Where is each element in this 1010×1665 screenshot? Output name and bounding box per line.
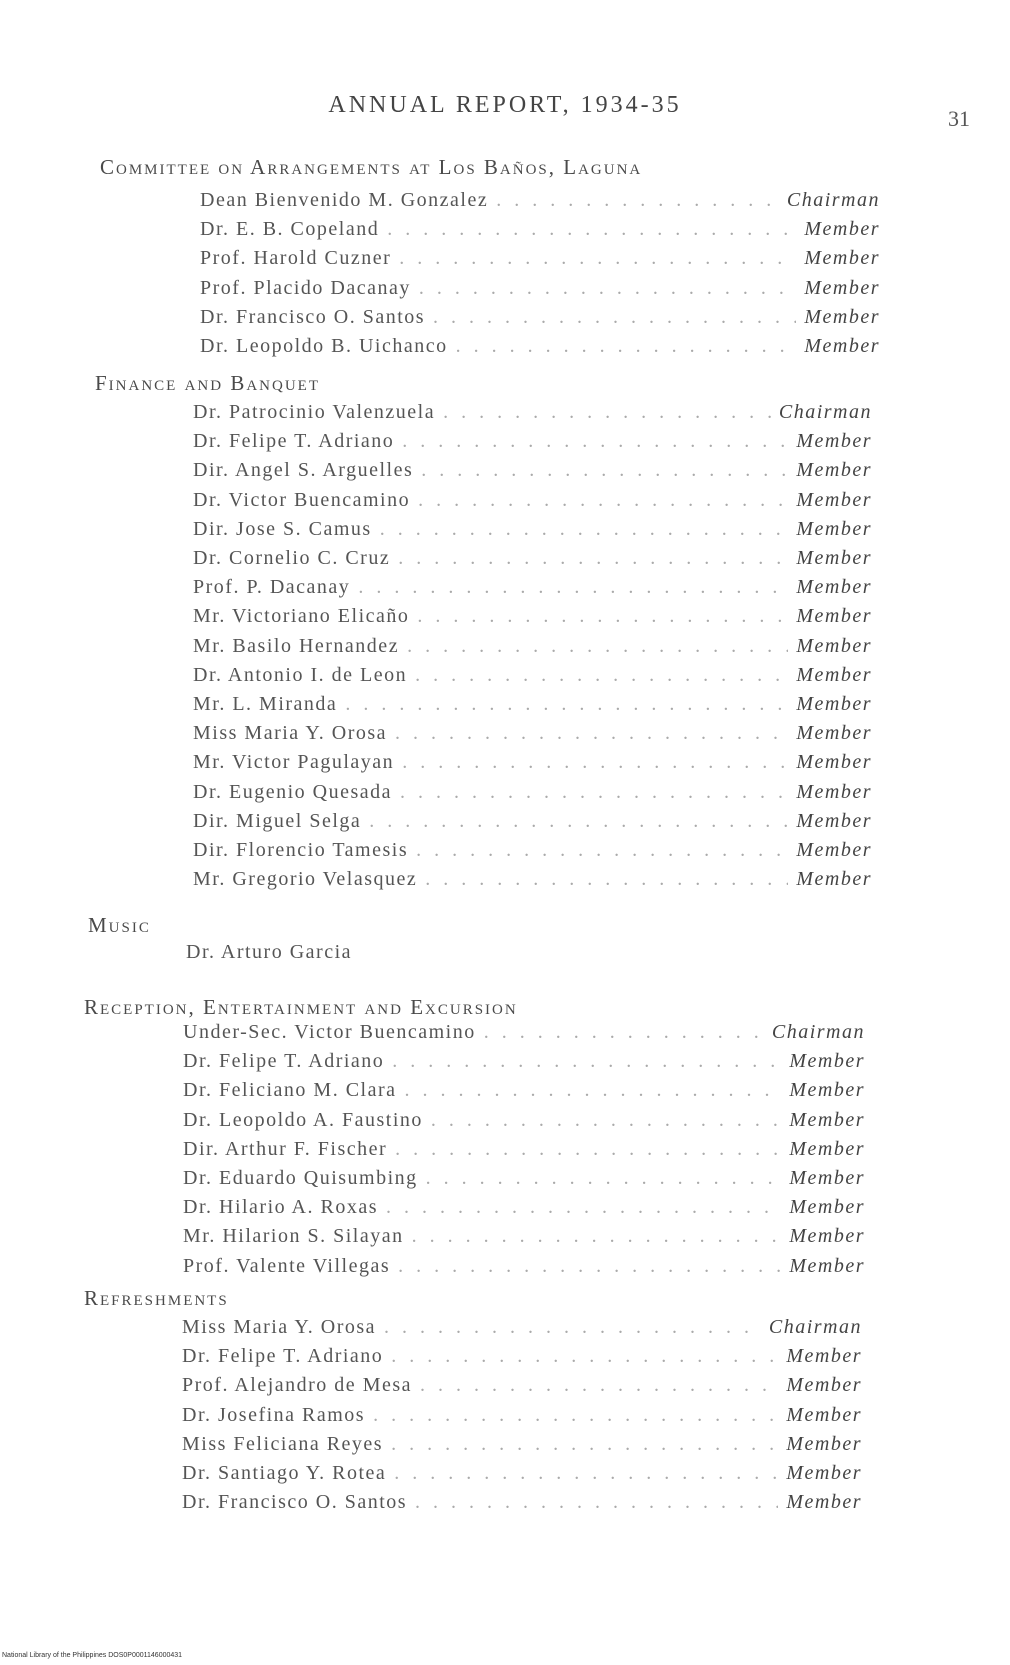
member-name: Prof. P. Dacanay — [193, 576, 351, 599]
member-role: Chairman — [786, 189, 880, 211]
scan-footer: National Library of the Philippines DOS0P0001146000431 — [2, 1652, 183, 1659]
committee-member-row — [183, 1050, 865, 1078]
dot-leader — [384, 1316, 761, 1339]
member-name: Miss Feliciana Reyes — [182, 1432, 384, 1455]
member-role: Member — [786, 1432, 862, 1455]
dot-leader — [456, 335, 797, 358]
member-role: Member — [804, 335, 880, 357]
member-role: Member — [789, 1050, 865, 1073]
dot-leader — [392, 1050, 781, 1073]
dot-leader — [420, 1374, 778, 1397]
dot-leader — [395, 1138, 781, 1161]
committee-member-row — [193, 751, 872, 779]
committee-member-row — [183, 1167, 865, 1195]
dot-leader — [412, 1225, 782, 1248]
dot-leader — [387, 218, 796, 241]
dot-leader — [417, 605, 788, 628]
committee-member-row — [186, 941, 352, 969]
member-role: Member — [796, 605, 872, 628]
dot-leader — [399, 247, 796, 270]
dot-leader — [380, 518, 789, 541]
committee-member-row — [200, 335, 880, 363]
member-name: Mr. Basilo Hernandez — [193, 634, 400, 657]
member-name: Prof. Valente Villegas — [183, 1254, 391, 1277]
member-name: Dr. Feliciano M. Clara — [183, 1079, 397, 1102]
member-name: Dr. Leopoldo A. Faustino — [183, 1108, 423, 1131]
committee-member-row — [193, 489, 872, 517]
member-name: Under-Sec. Victor Buencamino — [183, 1021, 476, 1043]
member-role: Chairman — [768, 1316, 862, 1338]
dot-leader — [418, 489, 788, 512]
committee-member-row — [183, 1021, 865, 1049]
committee-member-row — [182, 1462, 862, 1490]
section-title: Refreshments — [84, 1286, 229, 1310]
dot-leader — [484, 1021, 764, 1044]
member-name: Dir. Florencio Tamesis — [193, 839, 409, 861]
committee-member-row — [182, 1433, 862, 1461]
dot-leader — [496, 189, 779, 212]
member-name: Dr. Antonio I. de Leon — [193, 663, 408, 686]
member-role: Member — [796, 634, 872, 657]
dot-leader — [415, 664, 788, 687]
dot-leader — [391, 1345, 778, 1368]
committee-member-row — [193, 430, 872, 458]
section-title: Reception, Entertainment and Excursion — [84, 995, 518, 1019]
dot-leader — [400, 781, 788, 804]
running-head: ANNUAL REPORT, 1934-35 — [328, 92, 682, 118]
committee-member-row — [182, 1316, 862, 1344]
dot-leader — [426, 1167, 782, 1190]
member-name: Dr. Francisco O. Santos — [200, 305, 426, 328]
committee-member-row — [183, 1225, 865, 1253]
committee-member-row — [193, 693, 872, 721]
committee-member-row — [193, 635, 872, 663]
committee-member-row — [193, 401, 872, 429]
committee-member-row — [182, 1404, 862, 1432]
member-name: Dr. Josefina Ramos — [182, 1403, 366, 1426]
dot-leader — [345, 693, 788, 716]
member-role: Member — [789, 1108, 865, 1131]
dot-leader — [433, 306, 796, 329]
member-name: Dr. E. B. Copeland — [200, 218, 380, 241]
section-title: Finance and Banquet — [95, 371, 320, 395]
member-name: Dr. Santiago Y. Rotea — [182, 1462, 387, 1484]
member-name: Dean Bienvenido M. Gonzalez — [200, 189, 489, 211]
member-role: Member — [796, 430, 872, 453]
member-role: Member — [796, 839, 872, 861]
member-role: Member — [796, 459, 872, 482]
member-name: Dr. Hilario A. Roxas — [183, 1196, 378, 1219]
dot-leader — [386, 1196, 781, 1219]
member-name: Dr. Leopoldo B. Uichanco — [200, 335, 448, 357]
committee-member-row — [182, 1374, 862, 1402]
member-role: Chairman — [771, 1021, 865, 1043]
committee-member-row — [193, 839, 872, 867]
member-role: Member — [804, 247, 880, 270]
committee-member-row — [200, 189, 880, 217]
dot-leader — [416, 839, 788, 862]
member-role: Member — [796, 517, 872, 540]
dot-leader — [425, 868, 788, 891]
member-role: Member — [796, 663, 872, 686]
dot-leader — [421, 459, 788, 482]
dot-leader — [358, 576, 788, 599]
member-role: Member — [796, 722, 872, 745]
member-name: Dr. Francisco O. Santos — [182, 1491, 408, 1514]
member-name: Dir. Jose S. Camus — [193, 517, 372, 540]
committee-member-row — [183, 1196, 865, 1224]
member-role: Member — [796, 693, 872, 715]
member-role: Member — [796, 780, 872, 803]
page-number: 31 — [948, 106, 970, 131]
committee-member-row — [193, 547, 872, 575]
dot-leader — [419, 277, 796, 300]
member-role: Member — [786, 1403, 862, 1426]
member-name: Dr. Eugenio Quesada — [193, 780, 393, 803]
member-name: Mr. Gregorio Velasquez — [193, 868, 418, 891]
member-name: Dr. Eduardo Quisumbing — [183, 1167, 418, 1189]
dot-leader — [398, 1255, 781, 1278]
member-name: Dir. Miguel Selga — [193, 809, 362, 832]
member-name: Dr. Felipe T. Adriano — [183, 1050, 385, 1073]
dot-leader — [369, 810, 788, 833]
dot-leader — [394, 1462, 778, 1485]
member-role: Member — [789, 1167, 865, 1189]
dot-leader — [391, 1433, 778, 1456]
committee-member-row — [182, 1491, 862, 1519]
member-role: Chairman — [778, 401, 872, 423]
dot-leader — [402, 430, 788, 453]
dot-leader — [395, 722, 788, 745]
member-role: Member — [789, 1225, 865, 1248]
member-name: Dr. Felipe T. Adriano — [182, 1345, 384, 1368]
member-name: Miss Maria Y. Orosa — [182, 1316, 377, 1338]
committee-member-row — [183, 1255, 865, 1283]
committee-member-row — [193, 605, 872, 633]
member-name: Miss Maria Y. Orosa — [193, 722, 388, 745]
member-name: Dr. Patrocinio Valenzuela — [193, 401, 436, 423]
committee-member-row — [193, 810, 872, 838]
committee-member-row — [182, 1345, 862, 1373]
member-name: Dir. Angel S. Arguelles — [193, 459, 414, 482]
member-role: Member — [796, 868, 872, 891]
member-role: Member — [786, 1462, 862, 1484]
member-name: Dr. Arturo Garcia — [186, 941, 353, 963]
member-name: Dir. Arthur F. Fischer — [183, 1137, 388, 1160]
member-name: Dr. Victor Buencamino — [193, 488, 411, 511]
committee-member-row — [193, 781, 872, 809]
member-role: Member — [804, 276, 880, 299]
committee-member-row — [200, 247, 880, 275]
committee-member-row — [200, 306, 880, 334]
member-name: Prof. Alejandro de Mesa — [182, 1374, 413, 1397]
committee-member-row — [183, 1079, 865, 1107]
section-title: Music — [88, 913, 151, 937]
section-title: Committee on Arrangements at Los Baños, Laguna — [100, 155, 643, 179]
member-role: Member — [796, 576, 872, 599]
member-role: Member — [796, 751, 872, 774]
dot-leader — [398, 547, 788, 570]
member-name: Prof. Placido Dacanay — [200, 276, 411, 299]
member-name: Dr. Cornelio C. Cruz — [193, 547, 391, 569]
page-header — [0, 92, 1010, 132]
committee-member-row — [183, 1109, 865, 1137]
dot-leader — [373, 1404, 778, 1427]
member-role: Member — [804, 218, 880, 241]
member-name: Mr. Victoriano Elicaño — [193, 605, 410, 628]
member-name: Mr. L. Miranda — [193, 693, 338, 715]
committee-member-row — [193, 518, 872, 546]
member-role: Member — [796, 547, 872, 569]
member-name: Mr. Victor Pagulayan — [193, 751, 395, 774]
committee-member-row — [193, 722, 872, 750]
member-role: Member — [789, 1137, 865, 1160]
committee-member-row — [200, 277, 880, 305]
dot-leader — [431, 1109, 781, 1132]
member-role: Member — [786, 1491, 862, 1514]
dot-leader — [402, 751, 788, 774]
committee-member-row — [193, 868, 872, 896]
dot-leader — [405, 1079, 782, 1102]
committee-member-row — [200, 218, 880, 246]
dot-leader — [415, 1491, 778, 1514]
member-name: Dr. Felipe T. Adriano — [193, 430, 395, 453]
member-role: Member — [789, 1196, 865, 1219]
committee-member-row — [183, 1138, 865, 1166]
member-role: Member — [796, 809, 872, 832]
member-role: Member — [789, 1254, 865, 1277]
member-role: Member — [789, 1079, 865, 1102]
committee-member-row — [193, 459, 872, 487]
member-role: Member — [796, 488, 872, 511]
member-role: Member — [786, 1374, 862, 1397]
member-name: Mr. Hilarion S. Silayan — [183, 1225, 404, 1248]
member-name: Prof. Harold Cuzner — [200, 247, 392, 270]
committee-member-row — [193, 664, 872, 692]
dot-leader — [443, 401, 771, 424]
committee-member-row — [193, 576, 872, 604]
member-role: Member — [786, 1345, 862, 1368]
dot-leader — [407, 635, 788, 658]
member-role: Member — [804, 305, 880, 328]
